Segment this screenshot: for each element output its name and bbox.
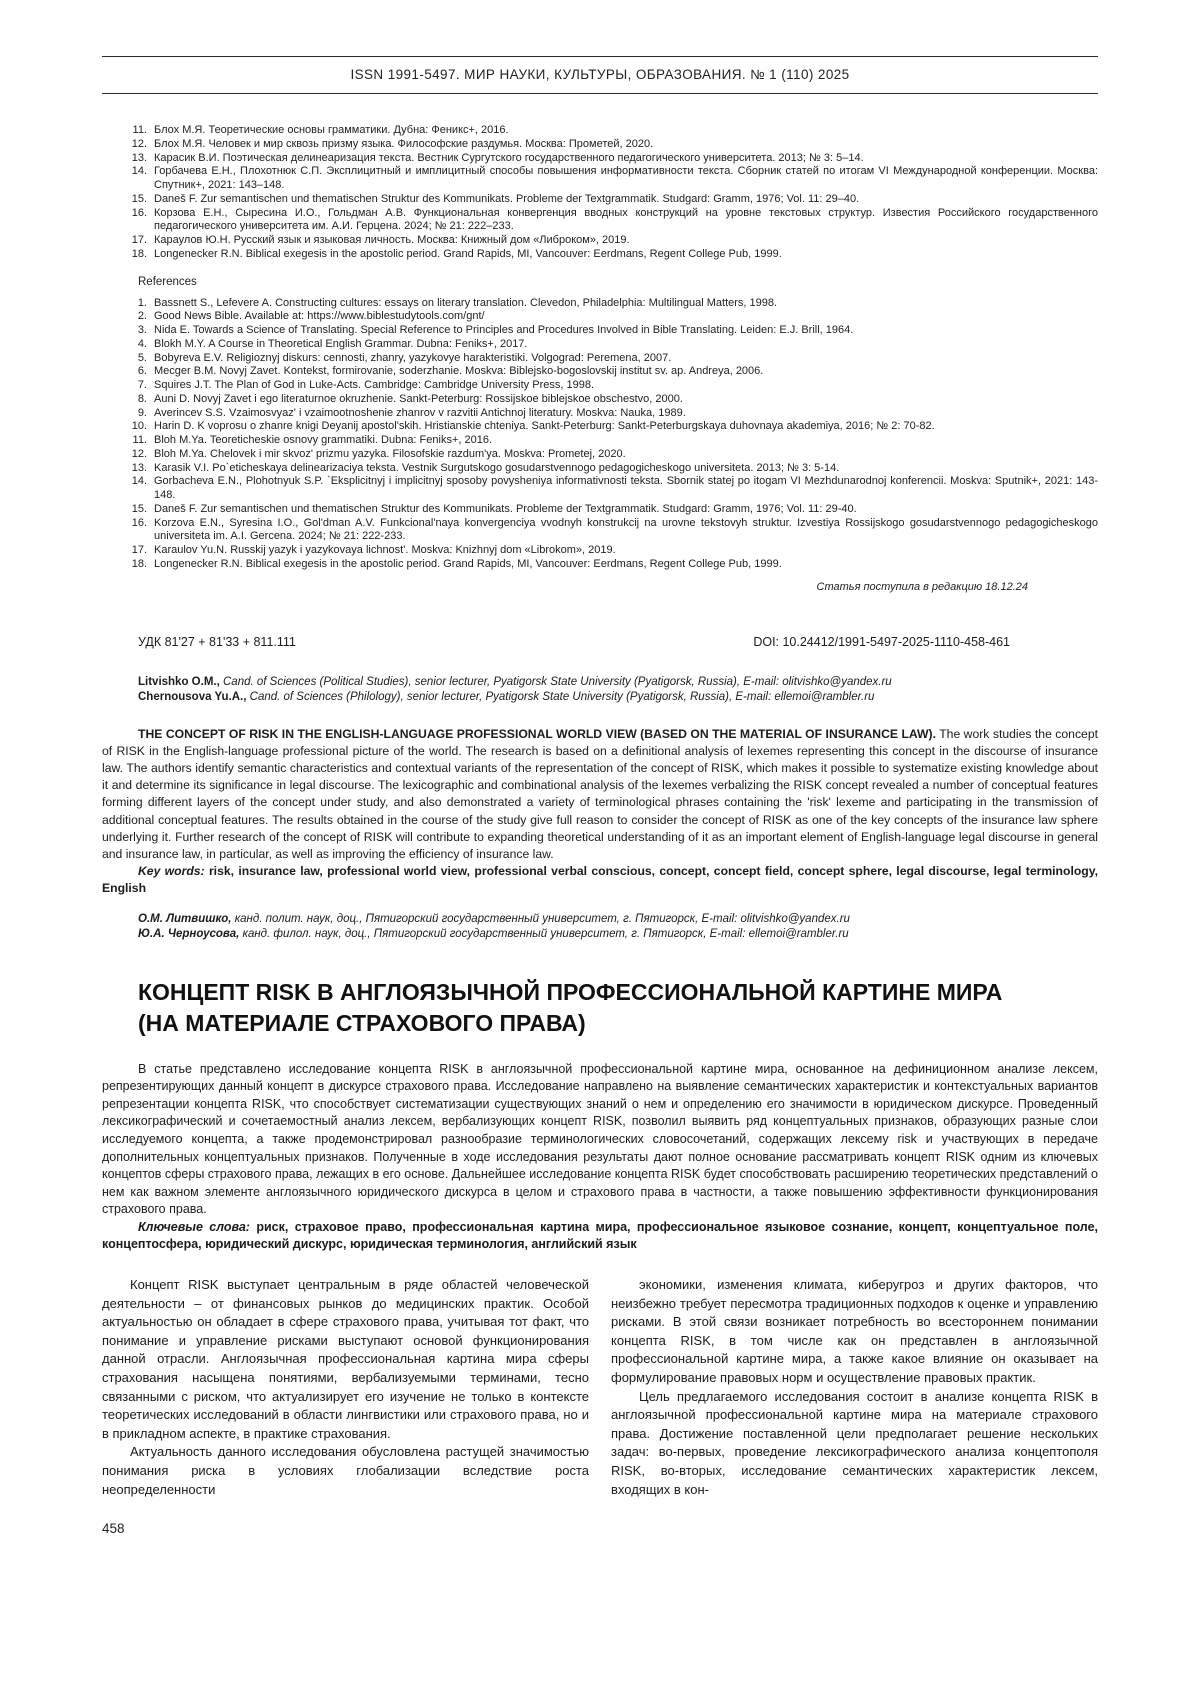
reference-text: Блох М.Я. Теоретические основы грамматики. Дубна: Феникс+, 2016. <box>154 124 509 136</box>
keywords-ru-text: риск, страховое право, профессиональная картина мира, профессиональное языковое сознание, концепт, концептуальное поле, концептосфера, юридический дискурс, юридическая терминология, английский язык <box>102 1219 1098 1252</box>
reference-item <box>102 207 1098 235</box>
author-line <box>138 690 1098 706</box>
reference-text: Караулов Ю.Н. Русский язык и языковая личность. Москва: Книжный дом «Либроком», 2019. <box>154 234 630 246</box>
author-line <box>138 675 1098 691</box>
abstract-en <box>102 726 1098 864</box>
header-rule-bottom <box>102 93 1098 94</box>
body-paragraph: Актуальность данного исследования обусловлена растущей значимостью понимания риска в условиях глобализации вследствие роста неопределенности <box>102 1444 589 1497</box>
references-list <box>102 297 1098 572</box>
reference-number: 8. <box>137 392 147 405</box>
reference-text: Gorbacheva E.N., Plohotnyuk S.P. `Eksplicitnyj i implicitnyj sposoby povysheniya informativnosti teksta. Sbornik statej po itogam VI Mezhdunarodnoj konferencii. Moskva: Sputnik+, 2021: 143-148. <box>154 475 1098 501</box>
reference-number: 12. <box>131 137 147 150</box>
reference-item <box>102 297 1098 311</box>
reference-item <box>102 165 1098 193</box>
reference-text: Bassnett S., Lefevere A. Constructing cultures: essays on literary translation. Clevedon, Philadelphia: Multilingual Matters, 1998. <box>154 296 778 309</box>
reference-number: 2. <box>137 310 147 323</box>
reference-number: 15. <box>131 502 147 515</box>
reference-number: 11. <box>132 124 147 136</box>
reference-number: 12. <box>131 447 147 460</box>
reference-number: 15. <box>131 192 147 205</box>
reference-item <box>102 138 1098 152</box>
reference-number: 11. <box>132 434 147 446</box>
body-column-right <box>611 1276 1098 1499</box>
reference-item <box>102 124 1098 138</box>
journal-issn-line: ISSN 1991-5497. МИР НАУКИ, КУЛЬТУРЫ, ОБРАЗОВАНИЯ. № 1 (110) 2025 <box>350 67 850 82</box>
reference-item <box>102 248 1098 262</box>
article-title <box>102 977 1098 1039</box>
keywords-en-text: risk, insurance law, professional world view, professional verbal conscious, concept, concept field, concept sphere, legal discourse, legal terminology, English <box>102 864 1098 896</box>
reference-text: Блох М.Я. Человек и мир сквозь призму языка. Философские раздумья. Москва: Прометей, 2020. <box>154 137 654 150</box>
reference-number: 13. <box>131 151 147 164</box>
reference-item <box>102 379 1098 393</box>
authors-ru <box>102 912 1098 943</box>
reference-number: 9. <box>137 406 147 419</box>
author-name: Litvishko O.M., <box>138 675 220 688</box>
reference-number: 18. <box>131 247 147 260</box>
reference-text: Averincev S.S. Vzaimosvyaz' i vzaimootnoshenie zhanrov v razvitii Antichnoj literatury. Moskva: Nauka, 1989. <box>154 406 686 419</box>
received-date: Статья поступила в редакцию 18.12.24 <box>816 580 1028 593</box>
reference-text: Longenecker R.N. Biblical exegesis in the apostolic period. Grand Rapids, MI, Vancouver: Eerdmans, Regent College Pub, 1999. <box>154 557 782 570</box>
doi-code: DOI: 10.24412/1991-5497-2025-1110-458-461 <box>753 634 1010 649</box>
reference-number: 3. <box>137 324 147 336</box>
reference-item <box>102 448 1098 462</box>
reference-text: Karasik V.I. Po`eticheskaya delinearizaciya teksta. Vestnik Surgutskogo gosudarstvennogo pedagogicheskogo universiteta. 2013; № 3: 5-14. <box>154 461 840 474</box>
reference-number: 1. <box>137 296 147 309</box>
reference-item <box>102 324 1098 338</box>
reference-number: 10. <box>131 420 147 433</box>
author-name: Chernousova Yu.A., <box>138 691 247 703</box>
reference-text: Good News Bible. Available at: https://www.biblestudytools.com/gnt/ <box>154 310 485 323</box>
reference-item <box>102 407 1098 421</box>
article-title-line1: КОНЦЕПТ RISK В АНГЛОЯЗЫЧНОЙ ПРОФЕССИОНАЛЬНОЙ КАРТИНЕ МИРА <box>138 978 1003 1005</box>
author-info: канд. полит. наук, доц., Пятигорский государственный университет, г. Пятигорск, E-mail: olitvishko@yandex.ru <box>231 912 850 925</box>
author-name: Ю.А. Черноусова, <box>138 928 240 941</box>
reference-text: Karaulov Yu.N. Russkij yazyk i yazykovaya lichnost'. Moskva: Knizhnyj dom «Librokom», 2019. <box>154 544 616 556</box>
reference-text: Bobyreva E.V. Religioznyj diskurs: cennosti, zhanry, yazykovye harakteristiki. Volgograd: Peremena, 2007. <box>154 351 672 364</box>
reference-number: 13. <box>131 461 147 474</box>
reference-number: 6. <box>137 365 147 378</box>
reference-text: Daneš F. Zur semantischen und thematischen Struktur des Kommunikats. Probleme der Textgrammatik. Studgard: Gramm, 1976; Vol. 11: 29–40. <box>154 192 860 205</box>
author-line <box>138 927 1098 943</box>
reference-number: 4. <box>137 337 147 350</box>
reference-item <box>102 420 1098 434</box>
reference-item <box>102 517 1098 545</box>
reference-item <box>102 462 1098 476</box>
reference-text: Daneš F. Zur semantischen und thematischen Struktur des Kommunikats. Probleme der Textgrammatik. Studgard: Gramm, 1976; Vol. 11: 29-40. <box>154 502 857 515</box>
reference-number: 16. <box>131 206 147 219</box>
body-column-left <box>102 1276 589 1499</box>
body-paragraph: Цель предлагаемого исследования состоит в анализе концепта RISK в англоязычной профессиональной картине мира на материале страхового права. Достижение поставленной цели предполагает решение нескольких задач: во-первых, проведение лексикографического анализа концептополя RISK, во-вторых, исследование семантических характеристик лексем, входящих в кон- <box>611 1388 1098 1497</box>
reference-item <box>102 365 1098 379</box>
meta-row <box>102 635 1098 649</box>
page-header <box>102 56 1098 94</box>
reference-text: Mecger B.M. Novyj Zavet. Kontekst, formirovanie, soderzhanie. Moskva: Biblejsko-bogoslovskij institut sv. ap. Andreya, 2006. <box>154 365 764 378</box>
page-number: 458 <box>102 1521 125 1537</box>
author-info: Cand. of Sciences (Philology), senior lecturer, Pyatigorsk State University (Pyatigorsk, Russia), E-mail: ellemoi@rambler.ru <box>246 691 875 703</box>
reference-number: 18. <box>131 557 147 570</box>
reference-number: 16. <box>131 516 147 529</box>
reference-text: Bloh M.Ya. Chelovek i mir skvoz' prizmu yazyka. Filosofskie razdum'ya. Moskva: Prometej, 2020. <box>154 447 626 460</box>
reference-text: Карасик В.И. Поэтическая делинеаризация текста. Вестник Сургутского государственного педагогического университета. 2013; № 3: 5–14. <box>154 151 864 164</box>
keywords-ru-label: Ключевые слова: <box>138 1219 250 1234</box>
body-columns <box>102 1276 1098 1499</box>
reference-number: 5. <box>137 351 147 364</box>
reference-item <box>102 352 1098 366</box>
reference-item <box>102 558 1098 572</box>
reference-number: 7. <box>137 379 147 391</box>
reference-item <box>102 544 1098 558</box>
authors-en <box>102 675 1098 706</box>
author-info: Cand. of Sciences (Political Studies), senior lecturer, Pyatigorsk State University (Pyatigorsk, Russia), E-mail: olitvishko@yandex.ru <box>219 675 892 688</box>
body-paragraph: Концепт RISK выступает центральным в ряде областей человеческой деятельности – от финансовых рынков до медицинских практик. Особой актуальностью он обладает в сфере страхового права, учитывая тот факт, что понимание и управление рисками выступают основой функционирования данной отрасли. Англоязычная профессиональная картина мира сферы страхования насыщена понятиями, вербализуемыми терминами, тесно связанными с риском, что актуализирует его изучение не только в контексте теоретических исследований в области лингвистики или страхового права, но и в прикладном аспекте, в практике страхования. <box>102 1277 589 1441</box>
reference-item <box>102 310 1098 324</box>
reference-item <box>102 434 1098 448</box>
abstract-en-title: THE CONCEPT OF RISK IN THE ENGLISH-LANGUAGE PROFESSIONAL WORLD VIEW (BASED ON THE MATERIAL OF INSURANCE LAW). <box>138 726 936 741</box>
reference-item <box>102 475 1098 503</box>
udk-code: УДК 81'27 + 81'33 + 811.111 <box>138 634 296 649</box>
reference-number: 14. <box>131 475 147 488</box>
abstract-ru: В статье представлено исследование концепта RISK в англоязычной профессиональной картине мира, основанное на дефиниционном анализе лексем, репрезентирующих данный концепт в дискурсе страхового права. Исследование направлено на выявление семантических характеристик и контекстуальных вариантов репрезентации концепта RISK, что способствует систематизации существующих знаний о нем и определению его значимости в юридическом дискурсе. Проведенный лексикографический и сочетаемостный анализ лексем, вербализующих концепт RISK, позволил выявить ряд концептуальных признаков, образующих разные слои исследуемого концепта, а также продемонстрировал разнообразие терминологических словосочетаний, содержащих лексему risk и участвующих в передаче дополнительных концептуальных признаков. Полученные в ходе исследования результаты дают полное основание рассматривать концепт RISK одним из ключевых концептов сферы страхового права, лежащих в его основе. Дальнейшее исследование концепта RISK будет способствовать расширению теоретических представлений о нем как важном элементе англоязычного юридического дискурса в целом и страхового права в частности, а также повышению эффективности функционирования страхового права. <box>102 1061 1098 1217</box>
reference-item <box>102 152 1098 166</box>
body-paragraph: экономики, изменения климата, киберугроз и других факторов, что неизбежно требует пересмотра традиционных подходов к оценке и управлению рисками. В этой связи возникает потребность во всестороннем понимании концепта RISK, в том числе как он представлен в англоязычной профессиональной картине мира, а также какое влияние он оказывает на формулирование правовых норм и осуществление правовых практик. <box>611 1277 1098 1386</box>
reference-text: Squires J.T. The Plan of God in Luke-Acts. Cambridge: Cambridge University Press, 1998. <box>154 379 594 391</box>
reference-text: Nida E. Towards a Science of Translating. Special Reference to Principles and Procedures Involved in Bible Translating. Leiden: E.J. Brill, 1964. <box>154 324 854 336</box>
reference-text: Корзова Е.Н., Сыресина И.О., Гольдман А.В. Функциональная конвергенция вводных конструкций на уровне текстовых структур. Известия Российского государственного педагогического университета им. А.И. Герцена. 2024; № 21: 222–233. <box>154 206 1098 233</box>
bibliography-ru-section <box>102 124 1098 262</box>
reference-text: Harin D. K voprosu o zhanre knigi Deyanij apostol'skih. Hristianskie chteniya. Sankt-Peterburg: Sankt-Peterburgskaya duhovnaya akademiya, 2016; № 2: 70-82. <box>154 420 935 433</box>
references-heading: References <box>138 275 197 288</box>
reference-item <box>102 234 1098 248</box>
bibliography-ru-list <box>102 124 1098 262</box>
abstract-en-text: The work studies the concept of RISK in the English-language professional picture of the world. The research is based on a definitional analysis of lexemes representing this concept in the discourse of insurance law. The authors identify semantic characteristics and contextual variants of the representation of the concept of RISK, which makes it possible to systematize existing knowledge about it and determine its significance in legal discourse. The lexicographic and combinational analysis of the lexemes verbalizing the RISK concept revealed a number of conceptual features forming different layers of the concept under study, and also demonstrated a variety of terminological phrases containing the 'risk' lexeme and participating in the transmission of additional conceptual features. The results obtained in the course of the study give full reason to consider the concept of RISK as one of the key concepts of the insurance law sphere underlying it. Further research of the concept of RISK will contribute to expanding theoretical understanding of it as an important element of English-language legal discourse in general and insurance law, in particular, as well as improving the efficiency of insurance law. <box>102 726 1098 861</box>
article-title-line2: (НА МАТЕРИАЛЕ СТРАХОВОГО ПРАВА) <box>138 1009 586 1036</box>
reference-text: Longenecker R.N. Biblical exegesis in the apostolic period. Grand Rapids, MI, Vancouver: Eerdmans, Regent College Pub, 1999. <box>154 247 782 260</box>
author-line <box>138 912 1098 928</box>
reference-number: 17. <box>131 544 147 556</box>
reference-number: 14. <box>131 165 147 178</box>
reference-number: 17. <box>131 234 147 246</box>
reference-text: Bloh M.Ya. Teoreticheskie osnovy grammatiki. Dubna: Feniks+, 2016. <box>154 434 493 446</box>
reference-text: Горбачева Е.Н., Плохотнюк С.П. Эксплицитный и имплицитный способы повышения информативности текста. Сборник статей по итогам VI Международной конференции. Москва: Спутник+, 2021: 143–148. <box>154 165 1098 191</box>
keywords-en <box>102 863 1098 897</box>
reference-text: Blokh M.Y. A Course in Theoretical English Grammar. Dubna: Feniks+, 2017. <box>154 337 528 350</box>
keywords-en-label: Key words: <box>138 864 205 879</box>
references-section <box>102 276 1098 572</box>
reference-text: Korzova E.N., Syresina I.O., Gol'dman A.V. Funkcional'naya konvergenciya vvodnyh konstrukcij na urovne tekstovyh struktur. Izvestiya Rossijskogo gosudarstvennogo pedagogicheskogo universiteta im. A.I. Gercena. 2024; № 21: 222-233. <box>154 516 1098 543</box>
reference-item <box>102 338 1098 352</box>
reference-item <box>102 503 1098 517</box>
reference-item <box>102 393 1098 407</box>
keywords-ru <box>102 1219 1098 1254</box>
author-info: канд. филол. наук, доц., Пятигорский государственный университет, г. Пятигорск, E-mail: ellemoi@rambler.ru <box>239 928 849 941</box>
reference-item <box>102 193 1098 207</box>
reference-text: Auni D. Novyj Zavet i ego literaturnoe okruzhenie. Sankt-Peterburg: Rossijskoe biblejskoe obschestvo, 2000. <box>154 392 683 405</box>
author-name: О.М. Литвишко, <box>138 912 232 925</box>
